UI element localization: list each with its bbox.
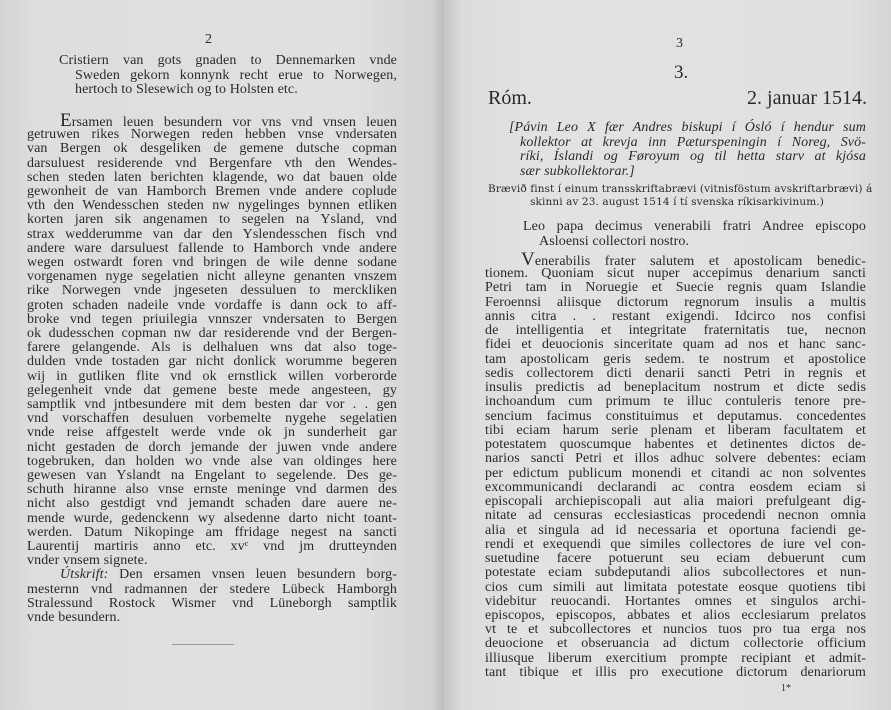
text-line: wegen ostwardt foren vnd bringen de wile denne sodane bbox=[27, 255, 397, 270]
text-line: Cristiern van gots gnaden to Dennemarken vnde bbox=[59, 53, 397, 68]
text-line: samptlik vnd jntbesundere mit dem besten dar vor . . gen bbox=[27, 397, 397, 412]
text-line: vorgenamen nyge segelatien nicht alleyne genanten vnszem bbox=[27, 269, 397, 285]
text-line: Venerabilis frater salutem et apostolicam benedic- bbox=[521, 249, 866, 270]
text-line: strax wedderumme van dar den Yslendesschen fisch vnd bbox=[27, 226, 397, 242]
text-line: skinni av 23. august 1514 í tí svenska ríkisarkivinum.) bbox=[530, 195, 824, 208]
page-number: 2 bbox=[205, 32, 212, 47]
text-line: gewonheit de van Hamborch Bremen vnde andere coplude bbox=[27, 184, 397, 199]
text-line: groten schaden nadeile vnde vordaffe is dann ock to aff- bbox=[27, 297, 397, 313]
text-line: [Pávin Leo X fær Andres biskupi í Ósló í hendur sum bbox=[509, 120, 866, 135]
text-line: togebruken, dan holden wo vnde alse van oldinges here bbox=[27, 453, 397, 469]
text-line: vnde besundern. bbox=[27, 610, 121, 625]
text-line: Útskrift: Den ersamen vnsen leuen besundern borg- bbox=[60, 567, 397, 583]
text-line: tant tibique et illis pro executione dictorum denariorum bbox=[485, 664, 866, 680]
text-line: wij in gutliken flite vnd ok ernstlick willen vorberorde bbox=[27, 368, 397, 384]
text-line: Petri tam in Noruegie et Suecie regnis quam Islandie bbox=[485, 280, 866, 296]
text-line: korten jaren sik angenamen to segelen na Ysland, vnd bbox=[27, 212, 397, 228]
text-line: Stralessund Rostock Wismer vnd Lüneborgh samptlik bbox=[27, 595, 397, 611]
text-line: nicht also gestdigt vnd jemandt schaden dare auere ne- bbox=[27, 496, 397, 512]
text-line: sencium facimus constituimus et deputamus. concedentes bbox=[485, 408, 866, 424]
text-line: sær subkollektorar.] bbox=[520, 163, 635, 179]
text-line: Ersamen leuen besundern vor vns vnd vnsen leuen bbox=[60, 110, 397, 131]
text-line: vt te et subcollectores et nuncios tuos pro tua erga nos bbox=[485, 622, 866, 638]
text-line: mesternn vnd radmannen der stedere Lübeck Hamborgh bbox=[27, 581, 397, 597]
date-heading: 2. januar 1514. bbox=[747, 87, 867, 109]
text-line: nitate ad censuras ecclesiasticas procedendi necnon omnia bbox=[485, 508, 866, 524]
text-line: inchoandum cum primum te illuc contuleris tenore pre- bbox=[485, 394, 866, 410]
document-number: 3. bbox=[674, 62, 689, 83]
left-page bbox=[0, 0, 444, 710]
text-line: kollektor at krevja inn Pæturspeningin í Noreg, Svö- bbox=[520, 134, 866, 150]
initial-letter: E bbox=[60, 110, 72, 131]
place-heading: Róm. bbox=[488, 87, 532, 109]
text-line: sedis collectorem dicti denarii sancti Petri in regnis et bbox=[485, 365, 866, 381]
text-line: getruwen rikes Norwegen reden hebben vnse vndersaten bbox=[27, 127, 397, 143]
heading-label: Útskrift: bbox=[60, 567, 109, 583]
text-line: cios cum simili aut limitata potestate eosque quotiens tibi bbox=[485, 579, 866, 595]
text-line: ok dudesschen copman nw dar residerende vnd der Bergen- bbox=[27, 326, 397, 341]
text-line: mende wurde, gedenckenn wy alsedenne darto nicht toant- bbox=[27, 510, 397, 526]
text-line: Laurentij martiris anno etc. xvᶜ vnd jm drutteynden bbox=[27, 539, 397, 554]
text-line: werden. Datum Nikopinge am ffridage negest na sancti bbox=[27, 524, 397, 540]
text-line: Sweden gekorn konnynk recht erue to Norwegen, bbox=[75, 67, 397, 83]
text-line: rike Norwegen vnde jngeseten dessuluen to merckliken bbox=[27, 283, 397, 299]
text-line: suetudine facere potuerunt seu eciam debuerunt cum bbox=[485, 551, 866, 567]
text-line: vnd vorschaffen desuluen vorbemelte nygehe segelatien bbox=[27, 411, 397, 427]
text-line: gewesen van Yslandt na Engelant to segelende. Des ge- bbox=[27, 468, 397, 483]
text-line: dulden vnde tostaden gar nicht donlick worumme begeren bbox=[27, 354, 397, 370]
text-line: vnder vnsem signete. bbox=[27, 553, 148, 569]
initial-letter: V bbox=[521, 249, 535, 270]
text-line: andere ware darsuluest fallende to Hamborch vnde andere bbox=[27, 240, 397, 256]
text-line: tionem. Quoniam sicut nuper accepimus denarium sancti bbox=[485, 266, 866, 282]
text-line: tam apostolicam geris sedem. te nostrum et apostolice bbox=[485, 351, 866, 367]
text-line: schen steden laten berichten klagende, wo dat bauen olde bbox=[27, 169, 397, 185]
text-line: Feroennsi aliisque dictorum regnorum insulis a multis bbox=[485, 294, 866, 310]
text-line: nicht gestaden de dorch jemande der juwen vnde andere bbox=[27, 439, 397, 455]
text-line: excommunicandi declarandi ac contra eosdem eciam si bbox=[485, 479, 866, 495]
text-line: alia et singula ad id necessaria et oportuna faciendi ge- bbox=[485, 522, 866, 538]
text-line: schuth hiranne also vnse ernste meninge vnd darmen des bbox=[27, 482, 397, 498]
text-line: Brævið finst í einum transskriftabrævi (vitnisföstum avskriftarbrævi) á bbox=[488, 183, 873, 195]
text-line: narios sancti Petri et illos adhuc solvere debentes: eciam bbox=[485, 451, 866, 467]
text-line: videbitur reuocandi. Hortantes omnes et singulos archi- bbox=[485, 593, 866, 609]
end-rule bbox=[172, 644, 234, 645]
text-line: potestate eciam subdeputandi alios subcollectores et nun- bbox=[485, 565, 866, 581]
text-line: annis citra . . restant exigendi. Idcirco nos confisi bbox=[485, 308, 866, 324]
text-line: episcopali archiepiscopali aut alia maiori prefulgeant dig- bbox=[485, 494, 866, 510]
text-line: episcopos, episcopos, abbates et alios ecclesiarum prelatos bbox=[485, 608, 866, 623]
text-line: vnde reise affgestelt werde vnde ok jn sunderheit gar bbox=[27, 425, 397, 441]
text-line: farere gelangende. Als is delhaluen wns dat also toge- bbox=[27, 340, 397, 356]
text-line: illiusque liberum exercitium prompte recipiant et admit- bbox=[485, 650, 866, 666]
text-line: deuocione et obseruancia ad dictum collectorie officium bbox=[485, 636, 866, 652]
text-line: ríki, Íslandi og Føroyum og til hetta starv at kjósa bbox=[520, 149, 866, 165]
page-number: 3 bbox=[676, 36, 683, 51]
text-line: per edictum publicum monendi et citandi ac non solventes bbox=[485, 465, 866, 481]
text-line: potestatem quoscumque habentes et detinentes dictos de- bbox=[485, 437, 866, 453]
text-line: insulis predictis ad beneplacitum nostrum et dicte sedis bbox=[485, 380, 866, 396]
text-line: broke vnd tegen priuilegia vnnszer vndersaten to Bergen bbox=[27, 311, 397, 327]
text-line: Asloensi collectori nostro. bbox=[539, 233, 690, 249]
text-line: van Bergen ok desgeliken de gemene dutsche copman bbox=[27, 141, 397, 157]
text-line: de intelligentia et integritate fraternitatis tue, necnon bbox=[485, 323, 866, 339]
text-line: darsuluest residerende vnd Bergenfare vth den Wendes- bbox=[27, 155, 397, 171]
signature-mark: 1* bbox=[781, 683, 791, 694]
text-line: Leo papa decimus venerabili fratri Andree episcopo bbox=[523, 219, 866, 234]
text-line: hertoch to Slesewich og to Holsten etc. bbox=[75, 82, 298, 97]
text-line: gelegenheit vnde dat gemene beste mede angesteen, gy bbox=[27, 382, 397, 398]
text-line: fidei et deuocionis sinceritate quam ad nos et hanc sanc- bbox=[485, 337, 866, 353]
text-line: vth den Wendesschen steden nw nygelinges bynnen etliken bbox=[27, 198, 397, 214]
text-line: rendi et exequendi que similes collectores de iure vel con- bbox=[485, 536, 866, 552]
right-page bbox=[444, 0, 891, 710]
text-line: tibi eciam harum serie plenam et liberam facultatem et bbox=[485, 422, 866, 438]
